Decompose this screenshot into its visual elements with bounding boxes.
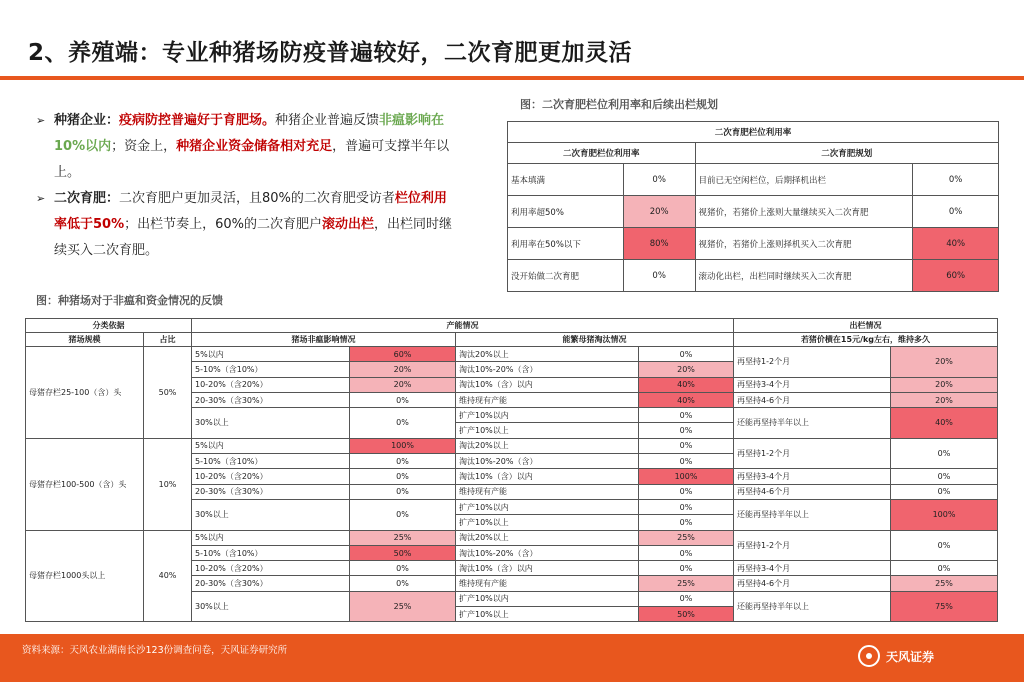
hold-duration-pct: 20% [891,347,998,378]
highlight-text: 非瘟影响在10%以内 [54,113,445,154]
hold-duration-label: 再坚持1-2个月 [734,438,891,469]
sow-cull-pct: 0% [639,499,734,514]
sow-cull-label: 扩产10%以上 [456,515,639,530]
company-logo [858,645,934,667]
sow-cull-pct: 20% [639,362,734,377]
asf-impact-pct: 25% [350,530,456,545]
asf-impact-pct: 0% [350,576,456,591]
sow-cull-pct: 100% [639,469,734,484]
sow-cull-label: 淘汰10%（含）以内 [456,377,639,392]
hold-duration-pct: 0% [891,561,998,576]
sow-cull-pct: 0% [639,438,734,453]
bullet-text: 二次育肥户更加灵活，且80%的二次育肥受访者 [119,191,395,206]
utilization-label: 利用率超50% [508,196,624,228]
asf-impact-label: 5-10%（含10%） [192,454,350,469]
title-divider [0,76,1024,80]
sow-cull-label: 淘汰10%-20%（含） [456,362,639,377]
utilization-pct: 80% [623,228,695,260]
asf-impact-pct: 0% [350,484,456,499]
sow-cull-label: 淘汰20%以上 [456,530,639,545]
bullet-text: ，出栏同时继续买入二次育肥。 [54,217,453,258]
sow-cull-label: 维持现有产能 [456,576,639,591]
hold-duration-label: 再坚持3-4个月 [734,377,891,392]
sow-cull-label: 淘汰10%-20%（含） [456,454,639,469]
asf-impact-pct: 0% [350,408,456,439]
column-header: 出栏情况 [734,319,998,333]
page-title: 2、养殖端：专业种猪场防疫普遍较好，二次育肥更加灵活 [28,40,633,66]
asf-impact-label: 5-10%（含10%） [192,545,350,560]
plan-pct: 0% [913,196,999,228]
utilization-pct: 20% [623,196,695,228]
asf-impact-label: 5-10%（含10%） [192,362,350,377]
bullet-list [34,108,454,264]
utilization-pct: 0% [623,164,695,196]
asf-impact-pct: 25% [350,591,456,622]
highlight-text: 疫病防控普遍好于育肥场。 [119,113,276,128]
farm-scale: 母猪存栏1000头以上 [26,530,144,622]
farm-scale: 母猪存栏25-100（含）头 [26,347,144,439]
hold-duration-pct: 0% [891,469,998,484]
hold-duration-pct: 20% [891,392,998,407]
sow-cull-pct: 25% [639,530,734,545]
arrow-bullet-icon: ➢ [36,192,46,205]
sow-cull-label: 淘汰10%-20%（含） [456,545,639,560]
asf-impact-pct: 0% [350,499,456,530]
asf-impact-label: 10-20%（含20%） [192,377,350,392]
sow-cull-label: 扩产10%以内 [456,591,639,606]
column-header: 占比 [144,333,192,347]
sow-cull-label: 维持现有产能 [456,484,639,499]
column-header: 二次育肥栏位利用率 [508,143,696,164]
bullet-text: ，普遍可支撑半年以上。 [54,139,450,180]
table-row [26,530,998,545]
logo-name: 天风证券 [886,649,935,664]
plan-label: 目前已无空闲栏位，后期择机出栏 [695,164,913,196]
asf-impact-pct: 0% [350,561,456,576]
pen-utilization-table [507,121,999,292]
plan-pct: 60% [913,260,999,292]
asf-impact-pct: 0% [350,454,456,469]
hold-duration-label: 还能再坚持半年以上 [734,408,891,439]
arrow-bullet-icon: ➢ [36,114,46,127]
farm-scale: 母猪存栏100-500（含）头 [26,438,144,530]
bullet-secondary-fattening [34,186,454,264]
column-header: 产能情况 [192,319,734,333]
table-row [26,347,998,362]
column-header: 猪场非瘟影响情况 [192,333,456,347]
asf-impact-label: 10-20%（含20%） [192,561,350,576]
plan-label: 视猪价，若猪价上涨则择机买入二次育肥 [695,228,913,260]
hold-duration-pct: 25% [891,576,998,591]
breeding-farm-feedback-table [25,318,998,622]
sow-cull-pct: 0% [639,515,734,530]
plan-label: 视猪价，若猪价上涨则大量继续买入二次育肥 [695,196,913,228]
column-header: 二次育肥规划 [695,143,998,164]
sow-cull-pct: 40% [639,377,734,392]
sow-cull-pct: 0% [639,408,734,423]
asf-impact-label: 10-20%（含20%） [192,469,350,484]
sow-cull-label: 维持现有产能 [456,392,639,407]
sow-cull-label: 扩产10%以上 [456,423,639,438]
sow-cull-label: 淘汰20%以上 [456,438,639,453]
asf-impact-label: 30%以上 [192,408,350,439]
asf-impact-pct: 100% [350,438,456,453]
column-header: 若猪价横在15元/kg左右，维持多久 [734,333,998,347]
sow-cull-pct: 0% [639,561,734,576]
column-header: 能繁母猪淘汰情况 [456,333,734,347]
sow-cull-pct: 0% [639,347,734,362]
sow-cull-label: 扩产10%以内 [456,499,639,514]
sow-cull-pct: 25% [639,576,734,591]
asf-impact-label: 5%以内 [192,438,350,453]
asf-impact-pct: 20% [350,362,456,377]
hold-duration-label: 还能再坚持半年以上 [734,499,891,530]
sow-cull-label: 扩产10%以内 [456,408,639,423]
hold-duration-pct: 75% [891,591,998,622]
bullet-breeding-enterprise [34,108,454,186]
asf-impact-pct: 0% [350,392,456,407]
bullet-text: ；出栏节奏上，60%的二次育肥户 [124,217,323,232]
plan-pct: 0% [913,164,999,196]
asf-impact-pct: 50% [350,545,456,560]
share-value: 10% [144,438,192,530]
bullet-text: 种猪企业普遍反馈 [275,113,380,128]
sow-cull-pct: 0% [639,591,734,606]
utilization-pct: 0% [623,260,695,292]
bullet-text: ；资金上， [111,139,177,154]
hold-duration-label: 再坚持4-6个月 [734,392,891,407]
utilization-label: 利用率在50%以下 [508,228,624,260]
table-row [508,228,999,260]
table-row [508,196,999,228]
asf-impact-pct: 60% [350,347,456,362]
hold-duration-label: 再坚持4-6个月 [734,576,891,591]
sow-cull-pct: 50% [639,607,734,622]
asf-impact-label: 5%以内 [192,530,350,545]
asf-impact-label: 5%以内 [192,347,350,362]
sow-cull-label: 淘汰10%（含）以内 [456,469,639,484]
bullet-lead: 二次育肥： [54,191,120,206]
table-row [26,438,998,453]
asf-impact-label: 30%以上 [192,499,350,530]
plan-pct: 40% [913,228,999,260]
figure-caption: 图：二次育肥栏位利用率和后续出栏规划 [520,98,718,111]
figure-caption: 图：种猪场对于非瘟和资金情况的反馈 [36,294,223,307]
asf-impact-label: 30%以上 [192,591,350,622]
hold-duration-label: 还能再坚持半年以上 [734,591,891,622]
asf-impact-pct: 20% [350,377,456,392]
share-value: 50% [144,347,192,439]
hold-duration-label: 再坚持1-2个月 [734,347,891,378]
column-header: 分类依据 [26,319,192,333]
sow-cull-pct: 0% [639,484,734,499]
hold-duration-label: 再坚持3-4个月 [734,469,891,484]
hold-duration-pct: 0% [891,530,998,561]
sow-cull-pct: 0% [639,545,734,560]
table-title: 二次育肥栏位利用率 [508,122,999,143]
source-note: 资料来源：天风农业湖南长沙123份调查问卷，天风证券研究所 [22,645,288,656]
plan-label: 滚动化出栏，出栏同时继续买入二次育肥 [695,260,913,292]
logo-icon [858,645,880,667]
column-header: 猪场规模 [26,333,144,347]
hold-duration-pct: 0% [891,438,998,469]
asf-impact-pct: 0% [350,469,456,484]
hold-duration-label: 再坚持3-4个月 [734,561,891,576]
hold-duration-pct: 40% [891,408,998,439]
highlight-text: 种猪企业资金储备相对充足 [176,139,333,154]
utilization-label: 没开始做二次育肥 [508,260,624,292]
share-value: 40% [144,530,192,622]
highlight-text: 滚动出栏 [322,217,375,232]
hold-duration-pct: 20% [891,377,998,392]
sow-cull-pct: 0% [639,454,734,469]
sow-cull-label: 淘汰20%以上 [456,347,639,362]
table-row [508,164,999,196]
table-row [508,260,999,292]
bullet-lead: 种猪企业： [54,113,120,128]
hold-duration-label: 再坚持1-2个月 [734,530,891,561]
asf-impact-label: 20-30%（含30%） [192,392,350,407]
sow-cull-label: 淘汰10%（含）以内 [456,561,639,576]
utilization-label: 基本填满 [508,164,624,196]
sow-cull-pct: 40% [639,392,734,407]
asf-impact-label: 20-30%（含30%） [192,484,350,499]
hold-duration-pct: 0% [891,484,998,499]
sow-cull-label: 扩产10%以上 [456,607,639,622]
sow-cull-pct: 0% [639,423,734,438]
hold-duration-label: 再坚持4-6个月 [734,484,891,499]
asf-impact-label: 20-30%（含30%） [192,576,350,591]
hold-duration-pct: 100% [891,499,998,530]
highlight-text: 栏位利用率低于50% [54,191,447,232]
